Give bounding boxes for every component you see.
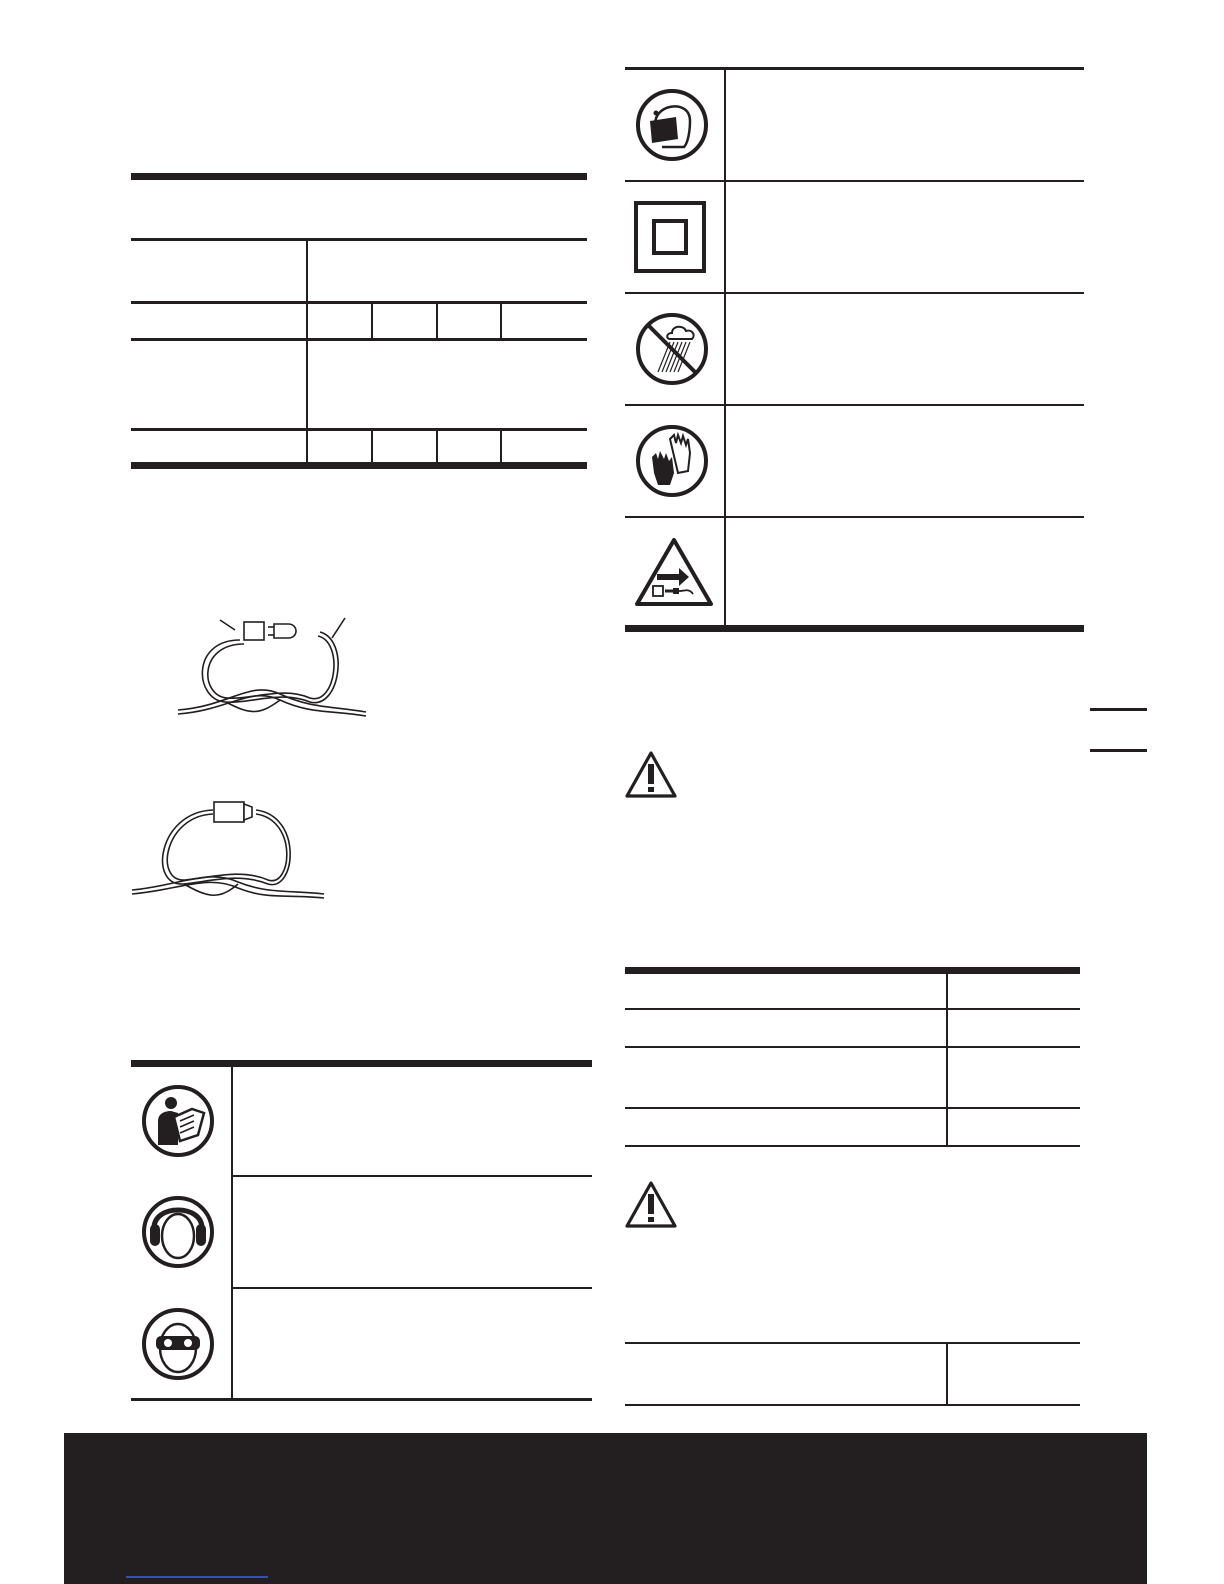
symbols-table-rule [231,1287,592,1289]
vibration-table-top-rule [625,1342,1080,1344]
cable-table-rule [131,301,587,304]
symbols-table-top-rule [131,1060,592,1067]
footer-link-underline[interactable] [126,1576,268,1578]
cable-table-rule [131,338,587,341]
cable-knot-connector-diagram [128,796,338,906]
ear-protection-icon [140,1194,216,1270]
cable-knot-plug-diagram [170,610,380,720]
side-tab-mark [1090,708,1147,711]
symbols-table-bottom-rule [625,625,1084,632]
cable-table-cell-divider [371,303,373,340]
cable-table-rule [131,238,587,241]
cable-table-top-rule [131,173,587,180]
symbols-table-top-rule [625,67,1084,70]
cable-table-divider [306,240,308,304]
symbols-table-bottom-rule [131,1398,592,1401]
cable-table-cell-divider [500,303,502,340]
cable-table-bottom-rule [131,462,587,469]
symbols-table-divider [724,69,726,627]
footer-band [64,1433,1147,1584]
spec-table-bottom-rule [625,1145,1080,1147]
symbols-table-divider [231,1066,233,1400]
eye-protection-icon [140,1306,216,1382]
gloves-icon [634,423,710,499]
spec-table-rule [625,1008,1080,1010]
double-insulation-icon [634,201,706,273]
cable-table-cell-divider [306,303,308,340]
dust-mask-icon [634,87,710,163]
cable-table-divider [306,340,308,430]
side-tab-mark [1090,749,1147,752]
cable-table-cell-divider [306,430,308,463]
cable-table-cell-divider [500,430,502,463]
warning-triangle-icon [624,750,678,800]
cable-table-rule [131,428,587,431]
vibration-table-divider [946,1343,948,1406]
symbols-table-rule [625,404,1084,406]
spec-table-rule [625,1046,1080,1048]
spec-table-top-rule [625,967,1080,974]
symbols-table-rule [231,1175,592,1177]
cable-table-cell-divider [436,303,438,340]
vibration-table-bottom-rule [625,1404,1080,1406]
cable-table-cell-divider [371,430,373,463]
symbols-table-rule [625,180,1084,182]
spec-table-rule [625,1107,1080,1109]
warning-triangle-icon [624,1180,678,1230]
unplug-warning-icon [633,536,715,608]
spec-table-divider [946,973,948,1147]
read-manual-icon [140,1083,216,1159]
symbols-table-rule [625,292,1084,294]
cable-table-cell-divider [436,430,438,463]
symbols-table-rule [625,516,1084,518]
no-rain-icon [634,311,710,387]
